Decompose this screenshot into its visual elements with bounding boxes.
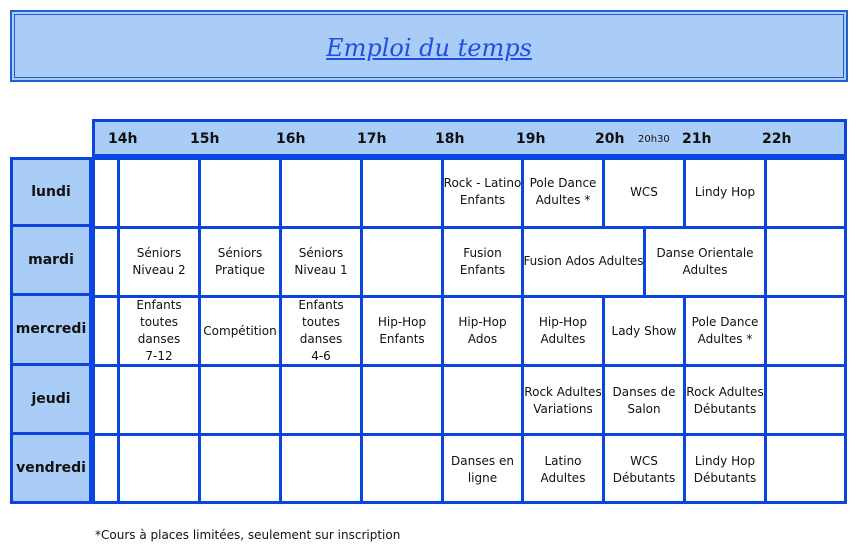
class-lindy-hop: Lindy Hop xyxy=(694,184,756,199)
grid-col-line xyxy=(441,366,444,435)
time-19h: 19h xyxy=(516,131,546,147)
class-hiphop-ados: Hip-Hop Ados xyxy=(458,315,507,346)
grid-col-line xyxy=(279,435,282,504)
class-wcs: WCS xyxy=(630,184,658,199)
grid-col-line xyxy=(360,157,363,227)
time-22h: 22h xyxy=(762,131,792,147)
day-label-mercredi: mercredi xyxy=(10,296,92,366)
time-16h: 16h xyxy=(276,131,306,147)
class-seniors-niveau-2: Séniors Niveau 2 xyxy=(132,245,186,277)
class-danses-en-ligne: Danses en ligne xyxy=(451,453,514,485)
grid-col-line xyxy=(117,366,120,435)
footnote: *Cours à places limitées, seulement sur inscription xyxy=(95,528,401,542)
class-danse-orientale-adultes: Danse Orientale Adultes xyxy=(656,245,754,277)
class-latino-adultes: Latino Adultes xyxy=(540,453,586,485)
class-danses-de-salon: Danses de Salon xyxy=(612,384,676,416)
title-banner xyxy=(10,10,848,82)
time-20h30: 20h30 xyxy=(638,134,670,145)
class-hiphop-enfants: Hip-Hop Enfants xyxy=(377,315,427,346)
time-14h: 14h xyxy=(108,131,138,147)
day-label-lundi: lundi xyxy=(10,157,92,227)
time-21h: 21h xyxy=(682,131,712,147)
day-label-vendredi: vendredi xyxy=(10,435,92,504)
page-title: Emploi du temps xyxy=(326,34,532,62)
class-fusion-enfants: Fusion Enfants xyxy=(459,245,506,277)
class-wcs-debutants: WCS Débutants xyxy=(612,453,676,485)
grid-col-line xyxy=(279,366,282,435)
time-15h: 15h xyxy=(190,131,220,147)
grid-border-left xyxy=(92,157,95,504)
grid-col-line xyxy=(198,366,201,435)
time-18h: 18h xyxy=(435,131,465,147)
grid-col-line xyxy=(360,366,363,435)
time-20h: 20h xyxy=(595,131,625,147)
class-seniors-pratique: Séniors Pratique xyxy=(215,245,265,277)
grid-col-line xyxy=(117,157,120,227)
class-competition: Compétition xyxy=(203,323,277,338)
day-label-mardi: mardi xyxy=(10,227,92,296)
class-lady-show: Lady Show xyxy=(611,323,677,338)
class-enfants-7-12: Enfants toutes danses 7-12 xyxy=(136,298,182,363)
class-rock-adultes-variations: Rock Adultes Variations xyxy=(524,384,602,416)
class-rock-adultes-debutants: Rock Adultes Débutants xyxy=(686,384,764,416)
time-17h: 17h xyxy=(357,131,387,147)
grid-col-line xyxy=(117,435,120,504)
class-enfants-4-6: Enfants toutes danses 4-6 xyxy=(298,298,344,363)
day-label-jeudi: jeudi xyxy=(10,366,92,435)
class-hiphop-adultes: Hip-Hop Adultes xyxy=(538,315,588,346)
grid-col-line xyxy=(279,157,282,227)
class-seniors-niveau-1: Séniors Niveau 1 xyxy=(294,245,348,277)
class-fusion-ados-adultes: Fusion Ados Adultes xyxy=(523,254,644,268)
grid-col-line xyxy=(198,157,201,227)
grid-col-line xyxy=(360,435,363,504)
class-pole-dance-adultes-2: Pole Dance Adultes * xyxy=(691,315,759,346)
class-pole-dance-adultes: Pole Dance Adultes * xyxy=(529,176,597,207)
grid-col-line xyxy=(198,435,201,504)
class-rock-latino-enfants: Rock - Latino Enfants xyxy=(443,176,522,207)
class-lindy-hop-debutants: Lindy Hop Débutants xyxy=(693,453,757,485)
grid-border-right xyxy=(844,157,847,504)
